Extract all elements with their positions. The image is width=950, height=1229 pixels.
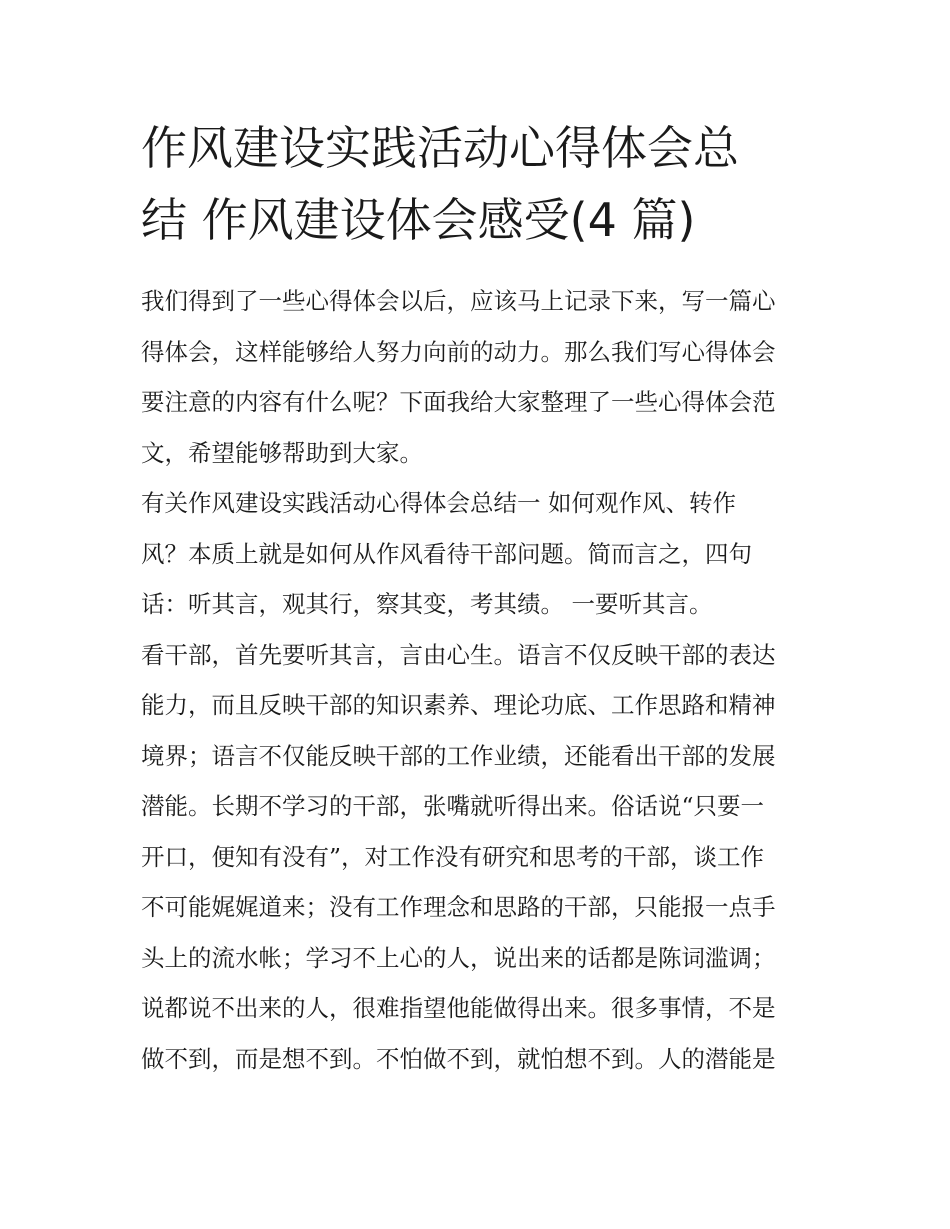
- document-body: [141, 276, 821, 1084]
- title-line: 作风建设实践活动心得体会总: [141, 121, 739, 175]
- body-line: 要注意的内容有什么呢？下面我给大家整理了一些心得体会范: [141, 388, 776, 416]
- body-line: 能力，而且反映干部的知识素养、理论功底、工作思路和精神: [141, 691, 776, 719]
- body-line: 头上的流水帐；学习不上心的人，说出来的话都是陈词滥调；: [141, 943, 776, 972]
- body-line: 不可能娓娓道来；没有工作理念和思路的干部，只能报一点手: [141, 893, 776, 921]
- title-line: 结 作风建设体会感受(4 篇): [141, 193, 696, 247]
- body-line: 有关作风建设实践活动心得体会总结一 如何观作风、转作: [141, 489, 736, 517]
- body-line: 境界；语言不仅能反映干部的工作业绩，还能看出干部的发展: [141, 741, 776, 770]
- body-line: 话：听其言，观其行，察其变，考其绩。 一要听其言。: [141, 590, 713, 618]
- body-line: 风？本质上就是如何从作风看待干部问题。简而言之，四句: [141, 539, 752, 568]
- body-line: 开口，便知有没有”，对工作没有研究和思考的干部，谈工作: [141, 842, 765, 871]
- body-line: 看干部，首先要听其言，言由心生。语言不仅反映干部的表达: [141, 640, 776, 669]
- body-line: 得体会，这样能够给人努力向前的动力。那么我们写心得体会: [141, 337, 776, 366]
- document-title: [141, 112, 821, 256]
- body-line: 说都说不出来的人，很难指望他能做得出来。很多事情，不是: [141, 994, 776, 1022]
- body-line: 文，希望能够帮助到大家。: [141, 438, 423, 467]
- body-line: 潜能。长期不学习的干部，张嘴就听得出来。俗话说“只要一: [141, 792, 765, 820]
- body-line: 我们得到了一些心得体会以后，应该马上记录下来，写一篇心: [141, 287, 776, 315]
- body-line: 做不到，而是想不到。不怕做不到，就怕想不到。人的潜能是: [141, 1044, 776, 1073]
